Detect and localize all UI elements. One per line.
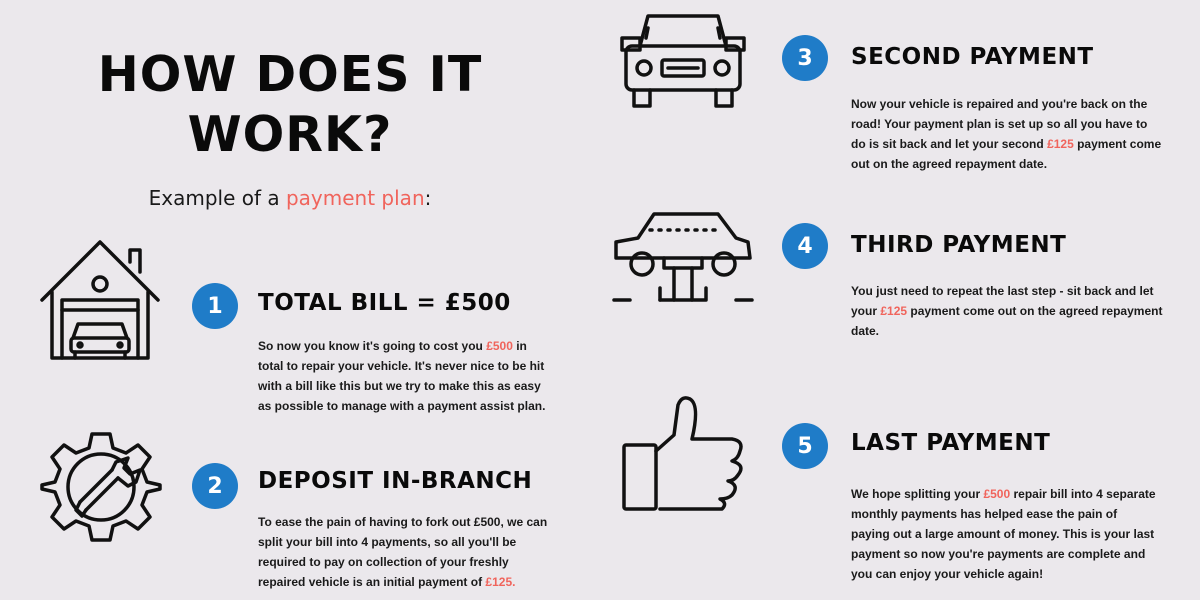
step-title-2: DEPOSIT IN-BRANCH	[258, 468, 533, 494]
step-1-text-b: in total to repair your vehicle. It's never nice to be hit with a bill like this but we try to make this as easy as possible to manage with a payment assist plan.	[258, 339, 546, 413]
step-title-1: TOTAL BILL = £500	[258, 290, 511, 316]
step-5-text-b: repair bill into 4 separate monthly payments has helped ease the pain of paying out a large amount of money. This is your last payment so now you're payments are complete and you can enjoy your vehicle again!	[851, 487, 1156, 581]
subtitle-prefix: Example of a	[148, 186, 286, 210]
step-body-1	[258, 336, 548, 416]
step-title-5: LAST PAYMENT	[851, 430, 1051, 456]
step-body-5	[851, 484, 1156, 584]
car-on-lift-icon	[612, 208, 754, 308]
step-body-2	[258, 512, 558, 592]
gear-wrench-icon	[42, 428, 160, 546]
step-badge-2: 2	[192, 463, 238, 509]
step-badge-1: 1	[192, 283, 238, 329]
step-1-amount: £500	[486, 339, 513, 353]
step-badge-4: 4	[782, 223, 828, 269]
page-title-line-1: HOW DOES IT	[97, 46, 483, 103]
step-4-text-a: You just need to repeat the last step - sit back and let your	[851, 284, 1154, 318]
subtitle-accent: payment plan	[285, 186, 425, 210]
step-body-4	[851, 281, 1163, 341]
step-2-text-a: To ease the pain of having to fork out £500, we can split your bill into 4 payments, so all you'll be required to pay on collection of your freshly repaired vehicle is an initial payment of	[258, 515, 548, 589]
step-5-amount: £500	[983, 487, 1011, 501]
car-front-icon	[618, 8, 748, 110]
page-title	[60, 45, 520, 165]
step-title-4: THIRD PAYMENT	[851, 232, 1067, 258]
step-3-text-a: Now your vehicle is repaired and you're back on the road! Your payment plan is set up so all you have to do is sit back and let your second	[851, 97, 1148, 151]
page-subtitle	[60, 186, 520, 210]
step-1-text-a: So now you know it's going to cost you	[258, 339, 487, 353]
step-2-amount: £125.	[485, 575, 516, 589]
subtitle-suffix: :	[424, 186, 432, 210]
step-body-3	[851, 94, 1163, 174]
step-3-text-b: payment come out on the agreed repayment date.	[851, 137, 1162, 171]
step-3-amount: £125	[1047, 137, 1074, 151]
step-title-3: SECOND PAYMENT	[851, 44, 1094, 70]
step-4-amount: £125	[880, 304, 908, 318]
page-title-line-2: WORK?	[187, 106, 393, 163]
thumbs-up-icon	[620, 395, 748, 513]
house-garage-car-icon	[38, 238, 163, 363]
step-5-text-a: We hope splitting your	[851, 487, 984, 501]
step-badge-3: 3	[782, 35, 828, 81]
step-4-text-b: payment come out on the agreed repayment date.	[851, 304, 1163, 338]
step-badge-5: 5	[782, 423, 828, 469]
